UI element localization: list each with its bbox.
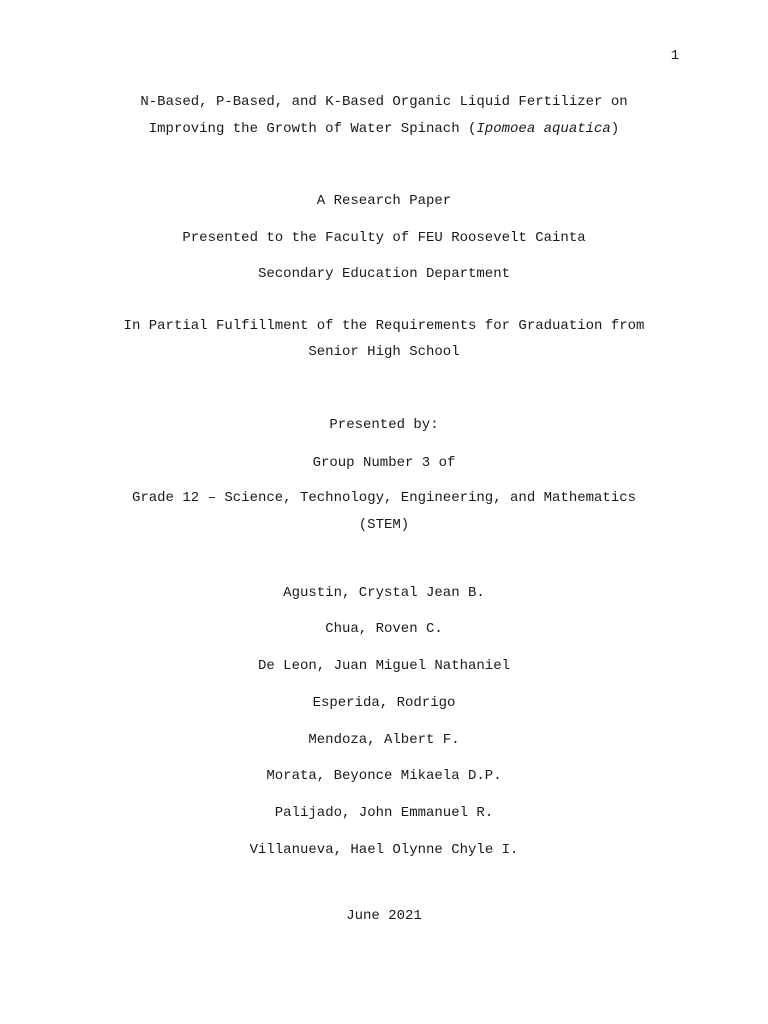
strand-line-1: Grade 12 – Science, Technology, Engineering, and Mathematics <box>131 490 637 506</box>
author-name: Chua, Roven C. <box>325 621 443 637</box>
department: Secondary Education Department <box>257 266 511 282</box>
fulfillment-line-2: Senior High School <box>308 344 460 360</box>
paper-type: A Research Paper <box>316 193 452 209</box>
author-name: Esperida, Rodrigo <box>312 695 456 711</box>
title-line-2 <box>0 120 768 138</box>
group-number: Group Number 3 of <box>312 455 456 471</box>
title-line-2-prefix: Improving the Growth of Water Spinach ( <box>148 121 477 137</box>
title-scientific-name: Ipomoea aquatica <box>476 121 611 137</box>
presented-to: Presented to the Faculty of FEU Roosevelt Cainta <box>182 230 586 246</box>
author-name: De Leon, Juan Miguel Nathaniel <box>257 658 511 674</box>
presented-by-label: Presented by: <box>329 417 439 433</box>
title-line-2-suffix: ) <box>610 121 620 137</box>
title-line-1: N-Based, P-Based, and K-Based Organic Liquid Fertilizer on <box>140 94 628 110</box>
strand-line-2: (STEM) <box>358 517 410 533</box>
submission-date: June 2021 <box>346 908 422 924</box>
fulfillment-line-1: In Partial Fulfillment of the Requirements for Graduation from <box>123 318 645 334</box>
author-name: Mendoza, Albert F. <box>308 732 460 748</box>
page-number: 1 <box>670 48 680 64</box>
author-name: Morata, Beyonce Mikaela D.P. <box>266 768 502 784</box>
author-name: Villanueva, Hael Olynne Chyle I. <box>249 842 519 858</box>
author-name: Palijado, John Emmanuel R. <box>274 805 494 821</box>
author-name: Agustin, Crystal Jean B. <box>283 585 485 601</box>
